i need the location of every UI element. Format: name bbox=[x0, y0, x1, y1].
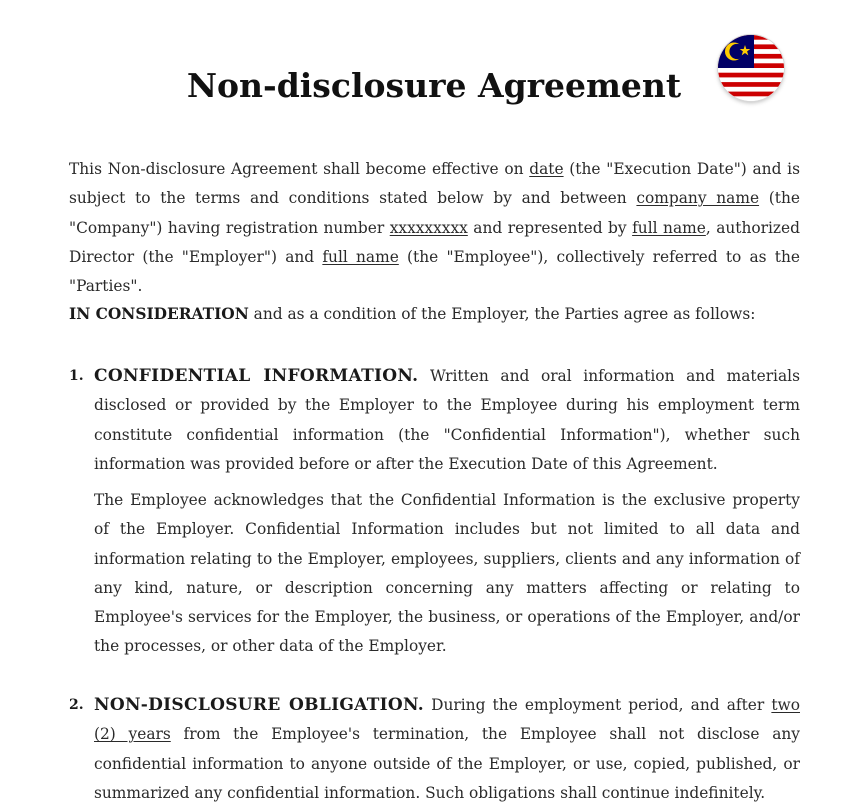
employee-name-field[interactable]: full name bbox=[322, 247, 399, 266]
section-2-heading: NON-DISCLOSURE OBLIGATION. bbox=[94, 695, 424, 715]
section-2-number: 2. bbox=[69, 697, 84, 713]
section-1-heading: CONFIDENTIAL INFORMATION. bbox=[94, 366, 419, 386]
document-title: Non-disclosure Agreement bbox=[186, 66, 682, 105]
malaysia-flag-icon bbox=[718, 35, 784, 101]
consideration-heading: IN CONSIDERATION bbox=[69, 305, 249, 323]
section-1-paragraph-2: The Employee acknowledges that the Confidential Information is the exclusive property of the Employer. Confidential Information includes but not limited to all data and information relating to the Employer, employees, suppliers, clients and any information of any kind, nature, or description concerning any matters affecting or relating to Employee's services for the Employer, the business, or operations of the Employer, and/or the processes, or other data of the Employer. bbox=[94, 491, 800, 656]
company-name-field[interactable]: company name bbox=[636, 189, 760, 208]
intro-paragraph: This Non-disclosure Agreement shall become effective on date (the "Execution Date") and is subject to the terms and conditions stated below by and between company name (the "Company") having registration number xxxxxxxxx and represented by full name, authorized Director (the "Employer") and full name (the "Employee"), collectively referred to as the "Parties". bbox=[69, 160, 800, 296]
section-1-paragraph: CONFIDENTIAL INFORMATION. Written and oral information and materials disclosed or provided by the Employer to the Employee during his employment term constitute confidential information (the "Confidential Information"), whether such information was provided before or after the Execution Date of this Agreement. bbox=[94, 366, 800, 473]
section-1-number: 1. bbox=[69, 368, 84, 384]
date-field[interactable]: date bbox=[529, 160, 564, 178]
period-field[interactable]: two (2) years bbox=[94, 696, 800, 744]
section-2-paragraph: NON-DISCLOSURE OBLIGATION. During the employment period, and after two (2) years from the Employee's termination, the Employee shall not disclose any confidential information to anyone outside of the Employer, or use, copied, published, or summarized any confidential information. Such obligations shall continue indefinitely. bbox=[94, 695, 800, 802]
registration-number-field[interactable]: xxxxxxxxx bbox=[389, 218, 468, 237]
director-name-field[interactable]: full name bbox=[632, 218, 706, 237]
consideration-paragraph: IN CONSIDERATION and as a condition of the Employer, the Parties agree as follows: bbox=[69, 305, 756, 323]
